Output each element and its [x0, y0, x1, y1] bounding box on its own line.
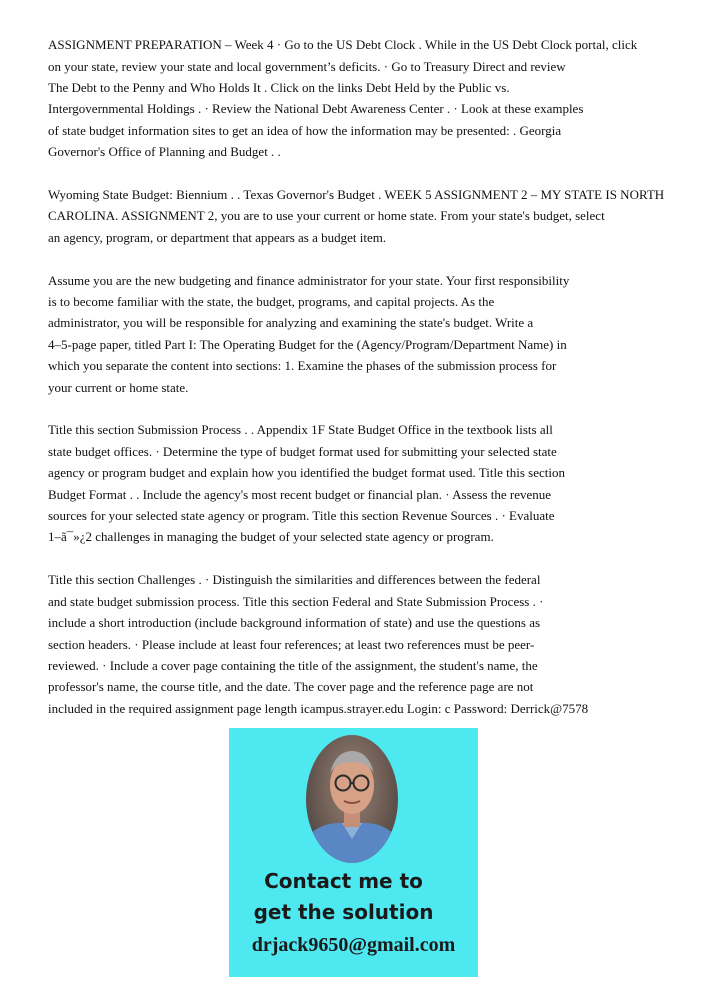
text-line: The Debt to the Penny and Who Holds It . Click on the links Debt Held by the Public vs.: [48, 80, 510, 95]
text-line: on your state, review your state and local government’s deficits. · Go to Treasury Direct and review: [48, 59, 566, 74]
text-line: 1–ã¯»¿2 challenges in managing the budget of your selected state agency or program.: [48, 529, 494, 544]
text-line: state budget offices. · Determine the type of budget format used for submitting your selected state: [48, 444, 557, 459]
text-line: your current or home state.: [48, 380, 189, 395]
text-line: agency or program budget and explain how you identified the budget format used. Title this section: [48, 465, 566, 480]
text-line: CAROLINA. ASSIGNMENT 2, you are to use your current or home state. From your state's budget, select: [48, 208, 605, 223]
contact-promo-banner: [229, 728, 478, 977]
text-line: Title this section Challenges . · Distinguish the similarities and differences between the federal: [48, 572, 541, 587]
text-line: professor's name, the course title, and the date. The cover page and the reference page are not: [48, 679, 534, 694]
contact-email: drjack9650@gmail.com: [251, 934, 456, 956]
text-line: and state budget submission process. Title this section Federal and State Submission Process . ·: [48, 594, 544, 609]
text-line: is to become familiar with the state, the budget, programs, and capital projects. As the: [48, 294, 495, 309]
contact-text: Contact me to: [264, 869, 423, 893]
text-line: reviewed. · Include a cover page containing the title of the assignment, the student's name, the: [48, 658, 538, 673]
text-line: included in the required assignment page length icampus.strayer.edu Login: c Password: Derrick@7578: [48, 701, 589, 716]
text-line: sources for your selected state agency or program. Title this section Revenue Sources . · Evaluate: [48, 508, 555, 523]
text-line: 4–5-page paper, titled Part I: The Operating Budget for the (Agency/Program/Department Name) in: [48, 337, 567, 352]
text-line: Title this section Submission Process . . Appendix 1F State Budget Office in the textbook lists all: [48, 422, 553, 437]
text-line: include a short introduction (include background information of state) and use the questions as: [48, 615, 541, 630]
text-line: Assume you are the new budgeting and finance administrator for your state. Your first responsibility: [48, 273, 570, 288]
text-line: an agency, program, or department that appears as a budget item.: [48, 230, 387, 245]
text-line: Budget Format . . Include the agency's most recent budget or financial plan. · Assess the revenue: [48, 487, 552, 502]
text-line: section headers. · Please include at least four references; at least two references must be peer-: [48, 637, 535, 652]
text-line: administrator, you will be responsible for analyzing and examining the state's budget. Write a: [48, 315, 534, 330]
text-line: of state budget information sites to get an idea of how the information may be presented: . Georgia: [48, 123, 562, 138]
text-line: Intergovernmental Holdings . · Review the National Debt Awareness Center . · Look at these examples: [48, 101, 584, 116]
person-photo-icon: [306, 735, 398, 863]
text-line: Governor's Office of Planning and Budget . .: [48, 144, 281, 159]
text-line: which you separate the content into sections: 1. Examine the phases of the submission process for: [48, 358, 557, 373]
solution-text: get the solution: [253, 900, 434, 924]
text-line: ASSIGNMENT PREPARATION – Week 4 · Go to the US Debt Clock . While in the US Debt Clock portal, click: [48, 37, 638, 52]
text-line: Wyoming State Budget: Biennium . . Texas Governor's Budget . WEEK 5 ASSIGNMENT 2 – MY STATE IS NORTH: [48, 187, 665, 202]
